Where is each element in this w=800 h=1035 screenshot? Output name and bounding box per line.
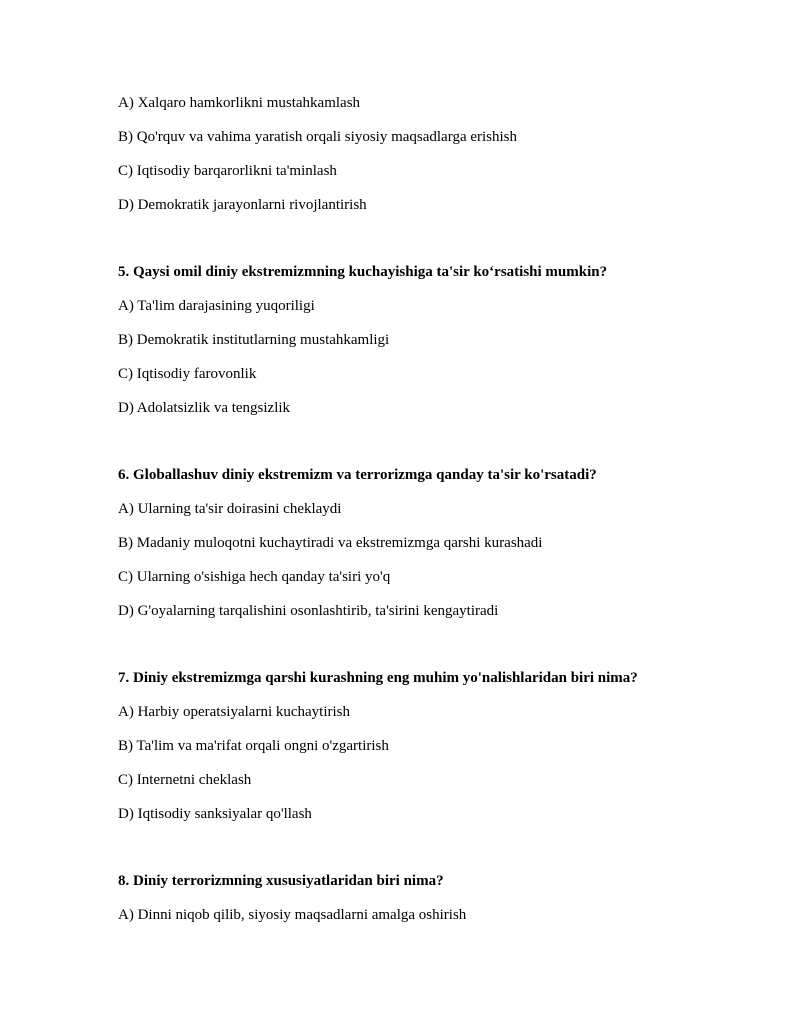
question-5-text: 5. Qaysi omil diniy ekstremizmning kuchayishiga ta'sir ko‘rsatishi mumkin? (118, 264, 608, 280)
question-6-text: 6. Globallashuv diniy ekstremizm va terrorizmga qanday ta'sir ko'rsatadi? (118, 467, 597, 483)
question-5-option-d: D) Adolatsizlik va tengsizlik (118, 400, 291, 416)
question-7-text: 7. Diniy ekstremizmga qarshi kurashning eng muhim yo'nalishlaridan biri nima? (118, 670, 638, 686)
question-8-text: 8. Diniy terrorizmning xususiyatlaridan biri nima? (118, 873, 444, 889)
prev-option-d: D) Demokratik jarayonlarni rivojlantirish (118, 197, 367, 213)
prev-option-c: C) Iqtisodiy barqarorlikni ta'minlash (118, 163, 337, 179)
question-6-option-b: B) Madaniy muloqotni kuchaytiradi va ekstremizmga qarshi kurashadi (118, 535, 543, 551)
question-6-option-d: D) G'oyalarning tarqalishini osonlashtirib, ta'sirini kengaytiradi (118, 603, 499, 619)
question-8-option-a: A) Dinni niqob qilib, siyosiy maqsadlarni amalga oshirish (118, 907, 467, 923)
question-7-option-c: C) Internetni cheklash (118, 772, 252, 788)
question-7-option-d: D) Iqtisodiy sanksiyalar qo'llash (118, 806, 312, 822)
prev-option-a: A) Xalqaro hamkorlikni mustahkamlash (118, 95, 361, 111)
prev-option-b: B) Qo'rquv va vahima yaratish orqali siyosiy maqsadlarga erishish (118, 129, 518, 145)
question-5-option-c: C) Iqtisodiy farovonlik (118, 366, 257, 382)
question-5-option-b: B) Demokratik institutlarning mustahkamligi (118, 332, 390, 348)
question-7-option-b: B) Ta'lim va ma'rifat orqali ongni o'zgartirish (118, 738, 389, 754)
question-6-option-a: A) Ularning ta'sir doirasini cheklaydi (118, 501, 342, 517)
question-7-option-a: A) Harbiy operatsiyalarni kuchaytirish (118, 704, 351, 720)
question-6-option-c: C) Ularning o'sishiga hech qanday ta'siri yo'q (118, 569, 391, 585)
question-5-option-a: A) Ta'lim darajasining yuqoriligi (118, 298, 315, 314)
